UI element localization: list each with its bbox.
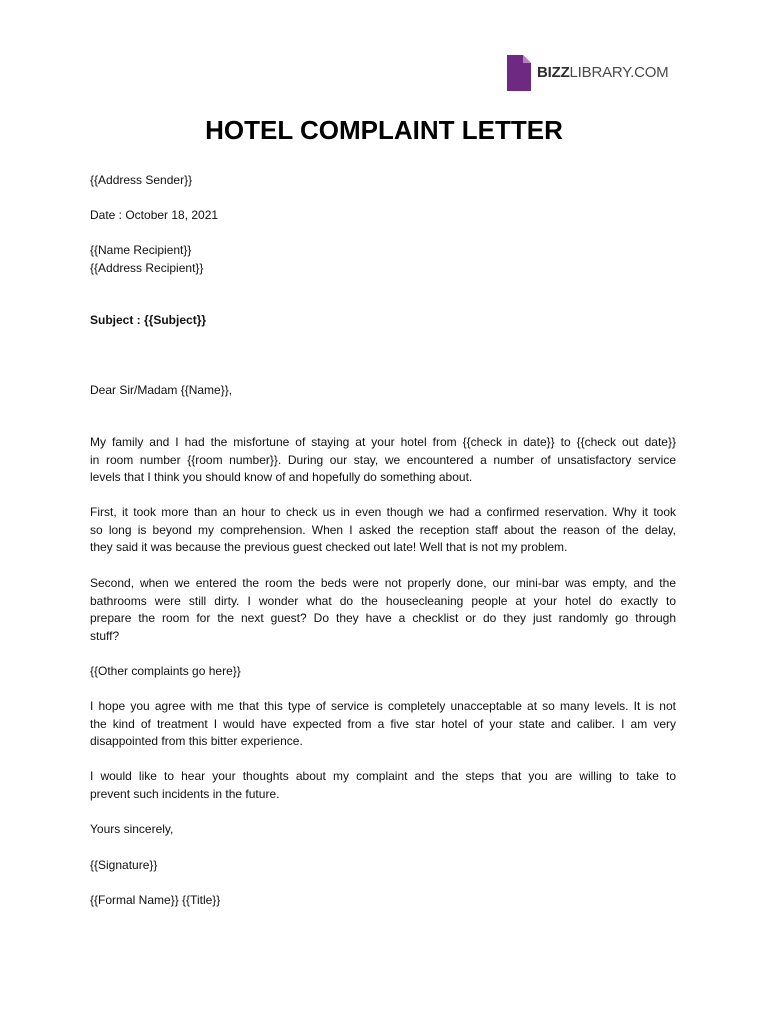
brand-name-regular: LIBRARY.COM <box>569 64 669 81</box>
recipient-address: {{Address Recipient}} <box>90 260 204 275</box>
page-title: HOTEL COMPLAINT LETTER <box>205 115 563 145</box>
document-icon <box>507 55 531 91</box>
paragraph-line: the kind of treatment I would have expected from a five star hotel of your state and caliber. I am very <box>90 716 676 731</box>
paragraph-line: stuff? <box>90 628 120 643</box>
paragraph-line: prevent such incidents in the future. <box>90 786 280 801</box>
closing-block <box>90 821 676 839</box>
sender-address: {{Address Sender}} <box>90 173 193 187</box>
subject-block <box>90 312 676 330</box>
paragraph-3 <box>90 575 676 645</box>
paragraph-line: disappointed from this bitter experience. <box>90 734 303 749</box>
paragraph-line: Second, when we entered the room the beds were not properly done, our mini-bar was empty, and the <box>90 576 676 590</box>
recipient-block <box>90 242 676 277</box>
sender-block <box>90 172 676 190</box>
letter-date: Date : October 18, 2021 <box>90 208 219 222</box>
subject-line: Subject : {{Subject}} <box>90 313 207 327</box>
brand-name-bold: BIZZ <box>537 64 570 81</box>
paragraph-4 <box>90 698 676 751</box>
paragraph-line: First, it took more than an hour to check us in even though we had a confirmed reservation. Why it took <box>90 505 676 519</box>
signature-placeholder: {{Signature}} <box>90 858 158 872</box>
other-complaints-placeholder: {{Other complaints go here}} <box>90 664 241 678</box>
paragraph-2 <box>90 504 676 557</box>
paragraph-line: prepare the room for the next guest? Do they have a checklist or do they just randomly go through <box>90 611 676 626</box>
salutation-block <box>90 382 676 400</box>
closing: Yours sincerely, <box>90 822 174 836</box>
paragraph-line: they said it was because the previous guest checked out late! Well that is not my problem. <box>90 540 568 555</box>
paragraph-5 <box>90 768 676 803</box>
brand-name <box>537 64 668 82</box>
paragraph-line: I would like to hear your thoughts about my complaint and the steps that you are willing to take to <box>90 769 676 783</box>
formal-name-title: {{Formal Name}} {{Title}} <box>90 893 221 907</box>
paragraph-line: levels that I think you should know of and hopefully do something about. <box>90 470 473 485</box>
date-block <box>90 207 676 225</box>
other-complaints-block <box>90 663 676 681</box>
recipient-name: {{Name Recipient}} <box>90 243 192 257</box>
paragraph-line: My family and I had the misfortune of staying at your hotel from {{check in date}} to {{check out date}} <box>90 435 676 449</box>
signature-block <box>90 857 676 875</box>
paragraph-line: in room number {{room number}}. During our stay, we encountered a number of unsatisfactory service <box>90 452 676 467</box>
paragraph-line: I hope you agree with me that this type of service is completely unacceptable at so many levels. It is not <box>90 699 676 713</box>
paragraph-line: bathrooms were still dirty. I wonder what do the housecleaning people at your hotel do exactly to <box>90 593 676 608</box>
paragraph-line: so long is beyond my comprehension. When I asked the reception staff about the reason of the delay, <box>90 522 676 537</box>
paragraph-1 <box>90 434 676 487</box>
formal-name-block <box>90 892 676 910</box>
salutation: Dear Sir/Madam {{Name}}, <box>90 383 233 397</box>
brand-logo <box>507 55 687 91</box>
